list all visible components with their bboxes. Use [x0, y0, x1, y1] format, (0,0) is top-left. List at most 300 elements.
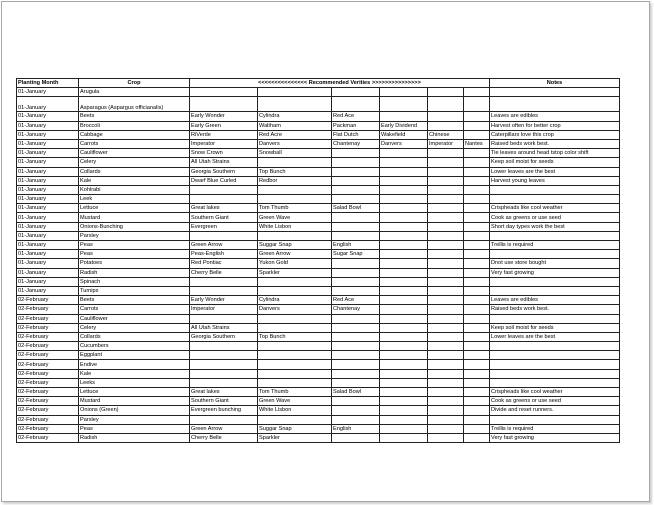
cell-variety [258, 158, 332, 167]
cell-variety [332, 277, 380, 286]
cell-variety [428, 167, 464, 176]
table-row [17, 360, 620, 369]
cell-variety: Great lakes [190, 204, 258, 213]
cell-variety [380, 397, 428, 406]
cell-variety [190, 286, 258, 295]
cell-variety: Sugar Snap [332, 250, 380, 259]
planting-table [16, 78, 620, 443]
header-notes: Notes [490, 79, 620, 88]
table-row [17, 286, 620, 295]
cell-variety [258, 360, 332, 369]
cell-variety: Imperator [190, 305, 258, 314]
cell-variety: Chinese [428, 130, 464, 139]
cell-variety [464, 360, 490, 369]
cell-planting-month: 01-January [17, 130, 79, 139]
cell-variety: Chantenay [332, 139, 380, 148]
cell-variety [190, 277, 258, 286]
cell-crop: Turnips [79, 286, 190, 295]
table-row [17, 88, 620, 97]
cell-notes [490, 277, 620, 286]
table-row [17, 97, 620, 112]
cell-crop: Collards [79, 167, 190, 176]
cell-variety [258, 88, 332, 97]
cell-variety [464, 406, 490, 415]
cell-variety [428, 213, 464, 222]
cell-variety [428, 158, 464, 167]
cell-crop: Kale [79, 369, 190, 378]
cell-crop: Collards [79, 332, 190, 341]
cell-variety [428, 369, 464, 378]
cell-variety [380, 351, 428, 360]
cell-variety [464, 195, 490, 204]
document-page [1, 1, 650, 502]
cell-variety: Great lakes [190, 388, 258, 397]
cell-variety [428, 97, 464, 112]
cell-notes: Raised beds work best. [490, 139, 620, 148]
cell-notes: Cook as greens or use seed [490, 213, 620, 222]
cell-variety [464, 231, 490, 240]
cell-planting-month: 02-February [17, 323, 79, 332]
cell-variety [332, 406, 380, 415]
table-row [17, 139, 620, 148]
cell-variety [380, 433, 428, 442]
cell-variety [190, 97, 258, 112]
cell-variety [428, 406, 464, 415]
cell-variety [380, 323, 428, 332]
cell-variety [428, 305, 464, 314]
cell-variety: Early Wonder [190, 296, 258, 305]
cell-variety [380, 195, 428, 204]
cell-planting-month: 01-January [17, 112, 79, 121]
table-row [17, 195, 620, 204]
cell-variety [428, 195, 464, 204]
cell-variety [464, 149, 490, 158]
cell-variety [190, 351, 258, 360]
table-row [17, 406, 620, 415]
cell-variety: Cylindra [258, 296, 332, 305]
cell-variety: Flat Dutch [332, 130, 380, 139]
cell-notes: Leaves are edibles [490, 296, 620, 305]
cell-crop: Kohlrabi [79, 185, 190, 194]
cell-variety [332, 231, 380, 240]
cell-planting-month: 02-February [17, 351, 79, 360]
cell-variety [258, 97, 332, 112]
cell-planting-month: 01-January [17, 231, 79, 240]
cell-variety [380, 222, 428, 231]
cell-notes: Very fast growing [490, 433, 620, 442]
cell-crop: Potatoes [79, 259, 190, 268]
cell-variety [464, 424, 490, 433]
cell-variety [190, 195, 258, 204]
cell-variety: Peas-English [190, 250, 258, 259]
cell-variety [464, 250, 490, 259]
cell-planting-month: 01-January [17, 195, 79, 204]
cell-crop: Lettuce [79, 388, 190, 397]
table-row [17, 185, 620, 194]
header-row [17, 79, 620, 88]
cell-variety: Imperator [190, 139, 258, 148]
table-row [17, 231, 620, 240]
cell-variety: Top Bunch [258, 167, 332, 176]
cell-planting-month: 01-January [17, 241, 79, 250]
cell-variety [380, 415, 428, 424]
cell-variety [428, 268, 464, 277]
table-row [17, 241, 620, 250]
cell-variety [464, 158, 490, 167]
cell-variety [380, 369, 428, 378]
cell-variety: Green Arrow [190, 424, 258, 433]
cell-variety [464, 305, 490, 314]
cell-variety [332, 286, 380, 295]
cell-crop: Asparagus (Aspargus officianalis) [79, 97, 190, 112]
cell-variety [428, 323, 464, 332]
cell-variety: Chantenay [332, 305, 380, 314]
cell-crop: Endive [79, 360, 190, 369]
cell-planting-month: 02-February [17, 415, 79, 424]
cell-variety [464, 378, 490, 387]
cell-crop: Spinach [79, 277, 190, 286]
cell-variety [380, 158, 428, 167]
cell-variety: Red Ace [332, 112, 380, 121]
table-row [17, 167, 620, 176]
cell-variety [190, 360, 258, 369]
cell-notes: Keep soil moist for seeds [490, 323, 620, 332]
cell-crop: Kale [79, 176, 190, 185]
table-row [17, 176, 620, 185]
cell-variety [464, 415, 490, 424]
cell-variety [428, 378, 464, 387]
cell-variety [190, 231, 258, 240]
cell-variety: Tom Thumb [258, 204, 332, 213]
cell-variety [428, 415, 464, 424]
cell-variety [464, 268, 490, 277]
cell-notes [490, 342, 620, 351]
table-row [17, 204, 620, 213]
cell-notes: Trellis is required [490, 241, 620, 250]
cell-variety [428, 204, 464, 213]
cell-planting-month: 01-January [17, 286, 79, 295]
cell-variety [332, 323, 380, 332]
cell-variety [464, 121, 490, 130]
cell-variety [380, 296, 428, 305]
cell-crop: Lettuce [79, 204, 190, 213]
cell-variety [380, 388, 428, 397]
cell-variety: Sparkler [258, 268, 332, 277]
cell-variety [428, 424, 464, 433]
cell-variety [380, 167, 428, 176]
cell-planting-month: 01-January [17, 250, 79, 259]
cell-notes: Trellis is required [490, 424, 620, 433]
cell-variety: Dwarf Blue Curled [190, 176, 258, 185]
cell-variety [190, 378, 258, 387]
cell-variety [332, 158, 380, 167]
cell-notes: Tie leaves around head tstop color shift [490, 149, 620, 158]
header-varieties: <<<<<<<<<<<<<<< Recommended Verities >>>>>>>>>>>>>>> [190, 79, 490, 88]
cell-notes: Crispheads like cool weather [490, 204, 620, 213]
cell-variety [464, 185, 490, 194]
cell-variety [464, 342, 490, 351]
table-row [17, 277, 620, 286]
cell-planting-month: 01-January [17, 185, 79, 194]
table-row [17, 222, 620, 231]
cell-notes [490, 97, 620, 112]
cell-notes: Short day types work the best [490, 222, 620, 231]
cell-variety [258, 195, 332, 204]
table-row [17, 213, 620, 222]
cell-variety: English [332, 241, 380, 250]
cell-variety [428, 286, 464, 295]
cell-variety: Suggar Snap [258, 241, 332, 250]
cell-planting-month: 01-January [17, 121, 79, 130]
cell-variety [464, 323, 490, 332]
cell-variety [332, 433, 380, 442]
cell-variety [464, 241, 490, 250]
cell-variety [380, 112, 428, 121]
cell-planting-month: 02-February [17, 397, 79, 406]
table-row [17, 112, 620, 121]
cell-variety [428, 259, 464, 268]
cell-planting-month: 02-February [17, 305, 79, 314]
cell-variety: Southern Giant [190, 397, 258, 406]
table-row [17, 378, 620, 387]
cell-variety [258, 286, 332, 295]
cell-variety [380, 241, 428, 250]
cell-variety: Danvers [258, 139, 332, 148]
cell-notes: Very fast growing [490, 268, 620, 277]
cell-variety [380, 424, 428, 433]
cell-variety [464, 204, 490, 213]
cell-planting-month: 02-February [17, 332, 79, 341]
cell-crop: Peas [79, 424, 190, 433]
cell-variety: Georgia Southern [190, 332, 258, 341]
cell-notes [490, 195, 620, 204]
cell-variety [464, 259, 490, 268]
cell-planting-month: 02-February [17, 378, 79, 387]
cell-variety [332, 369, 380, 378]
table-row [17, 305, 620, 314]
cell-variety: Danvers [258, 305, 332, 314]
cell-notes [490, 286, 620, 295]
cell-notes: Cook as greens or use seed [490, 397, 620, 406]
cell-notes [490, 378, 620, 387]
cell-variety: White Lisbon [258, 406, 332, 415]
cell-crop: Broccoli [79, 121, 190, 130]
cell-variety [380, 97, 428, 112]
cell-variety [332, 360, 380, 369]
cell-variety: Yukon Gold [258, 259, 332, 268]
cell-variety: Early Wonder [190, 112, 258, 121]
header-crop: Crop [79, 79, 190, 88]
table-row [17, 296, 620, 305]
cell-variety [428, 222, 464, 231]
cell-planting-month: 02-February [17, 406, 79, 415]
cell-variety [332, 149, 380, 158]
table-row [17, 351, 620, 360]
cell-variety [332, 378, 380, 387]
cell-variety: Danvers [380, 139, 428, 148]
cell-variety [190, 88, 258, 97]
cell-planting-month: 01-January [17, 88, 79, 97]
cell-variety [464, 369, 490, 378]
cell-variety: All Utah Strains [190, 158, 258, 167]
cell-variety [332, 222, 380, 231]
cell-planting-month: 01-January [17, 158, 79, 167]
table-row [17, 259, 620, 268]
cell-planting-month: 02-February [17, 424, 79, 433]
cell-variety [428, 296, 464, 305]
table-row [17, 342, 620, 351]
cell-variety [332, 97, 380, 112]
cell-variety [258, 185, 332, 194]
cell-variety [258, 231, 332, 240]
cell-planting-month: 02-February [17, 433, 79, 442]
cell-variety: Green Wave [258, 213, 332, 222]
cell-planting-month: 01-January [17, 176, 79, 185]
cell-crop: Eggplant [79, 351, 190, 360]
cell-variety: Redbor [258, 176, 332, 185]
table-row [17, 268, 620, 277]
cell-variety [464, 351, 490, 360]
cell-notes: Divide and reset runners. [490, 406, 620, 415]
cell-variety [428, 433, 464, 442]
cell-crop: Cauliflower [79, 314, 190, 323]
cell-variety: Cherry Belle [190, 433, 258, 442]
cell-notes: Lower leaves are the best [490, 167, 620, 176]
cell-notes: Keep soil moist for seeds [490, 158, 620, 167]
table-row [17, 158, 620, 167]
cell-variety [464, 314, 490, 323]
table-row [17, 369, 620, 378]
cell-variety: Georgia Southern [190, 167, 258, 176]
cell-variety [464, 397, 490, 406]
cell-notes [490, 415, 620, 424]
cell-variety [332, 176, 380, 185]
cell-variety [428, 149, 464, 158]
cell-variety: Red Pontiac [190, 259, 258, 268]
cell-variety [332, 88, 380, 97]
cell-variety: Wakefield [380, 130, 428, 139]
cell-variety: Snow Crown [190, 149, 258, 158]
cell-notes: Harvest young leaves [490, 176, 620, 185]
cell-variety [258, 369, 332, 378]
cell-variety [380, 176, 428, 185]
cell-crop: Carrots [79, 139, 190, 148]
cell-variety: Nantes [464, 139, 490, 148]
cell-variety: All Utah Strains [190, 323, 258, 332]
cell-variety [332, 351, 380, 360]
cell-variety [464, 167, 490, 176]
table-row [17, 149, 620, 158]
cell-variety: Cherry Belle [190, 268, 258, 277]
cell-variety [428, 112, 464, 121]
cell-variety [190, 415, 258, 424]
cell-variety [380, 360, 428, 369]
cell-crop: Parsley [79, 231, 190, 240]
cell-variety [464, 130, 490, 139]
cell-notes [490, 360, 620, 369]
cell-variety [464, 433, 490, 442]
table-row [17, 433, 620, 442]
cell-variety [464, 88, 490, 97]
cell-variety: Southern Giant [190, 213, 258, 222]
cell-variety [332, 332, 380, 341]
cell-variety [190, 342, 258, 351]
cell-crop: Beets [79, 296, 190, 305]
cell-planting-month: 01-January [17, 204, 79, 213]
cell-crop: Cauliflower [79, 149, 190, 158]
cell-planting-month: 02-February [17, 314, 79, 323]
cell-variety [380, 406, 428, 415]
cell-variety [464, 277, 490, 286]
cell-variety: English [332, 424, 380, 433]
cell-variety [380, 305, 428, 314]
cell-variety [464, 112, 490, 121]
cell-variety: Green Arrow [258, 250, 332, 259]
cell-variety: RiVerde [190, 130, 258, 139]
cell-variety [428, 342, 464, 351]
cell-crop: Peas [79, 250, 190, 259]
cell-planting-month: 02-February [17, 296, 79, 305]
header-planting-month: Planting Month [17, 79, 79, 88]
table-row [17, 424, 620, 433]
cell-notes [490, 231, 620, 240]
cell-variety [428, 277, 464, 286]
cell-variety [258, 415, 332, 424]
cell-variety [380, 259, 428, 268]
cell-variety: Sparkler [258, 433, 332, 442]
cell-variety [332, 259, 380, 268]
cell-planting-month: 01-January [17, 213, 79, 222]
cell-planting-month: 01-January [17, 167, 79, 176]
cell-variety: Suggar Snap [258, 424, 332, 433]
cell-variety: Early Green [190, 121, 258, 130]
cell-variety: Snowball [258, 149, 332, 158]
cell-variety [428, 241, 464, 250]
table-row [17, 250, 620, 259]
cell-variety [464, 388, 490, 397]
cell-notes: Dnot use store bought [490, 259, 620, 268]
cell-crop: Arugula [79, 88, 190, 97]
cell-crop: Beets [79, 112, 190, 121]
cell-planting-month: 01-January [17, 97, 79, 112]
cell-variety [258, 314, 332, 323]
cell-variety [380, 250, 428, 259]
cell-variety: Cylindra [258, 112, 332, 121]
cell-crop: Leeks [79, 378, 190, 387]
cell-variety: Evergreen [190, 222, 258, 231]
cell-planting-month: 02-February [17, 369, 79, 378]
cell-variety [380, 277, 428, 286]
cell-variety [190, 369, 258, 378]
cell-variety [258, 323, 332, 332]
cell-crop: Celery [79, 323, 190, 332]
cell-variety: Top Bunch [258, 332, 332, 341]
cell-notes [490, 250, 620, 259]
cell-variety [464, 213, 490, 222]
cell-notes: Caterpillars love this crop [490, 130, 620, 139]
cell-variety [332, 167, 380, 176]
cell-variety [380, 314, 428, 323]
cell-variety [258, 277, 332, 286]
cell-crop: Onions-Bunching [79, 222, 190, 231]
cell-variety [332, 415, 380, 424]
table-row [17, 397, 620, 406]
cell-variety [332, 195, 380, 204]
cell-variety [332, 268, 380, 277]
cell-crop: Onions (Green) [79, 406, 190, 415]
cell-variety: Red Acre [258, 130, 332, 139]
cell-variety [380, 332, 428, 341]
